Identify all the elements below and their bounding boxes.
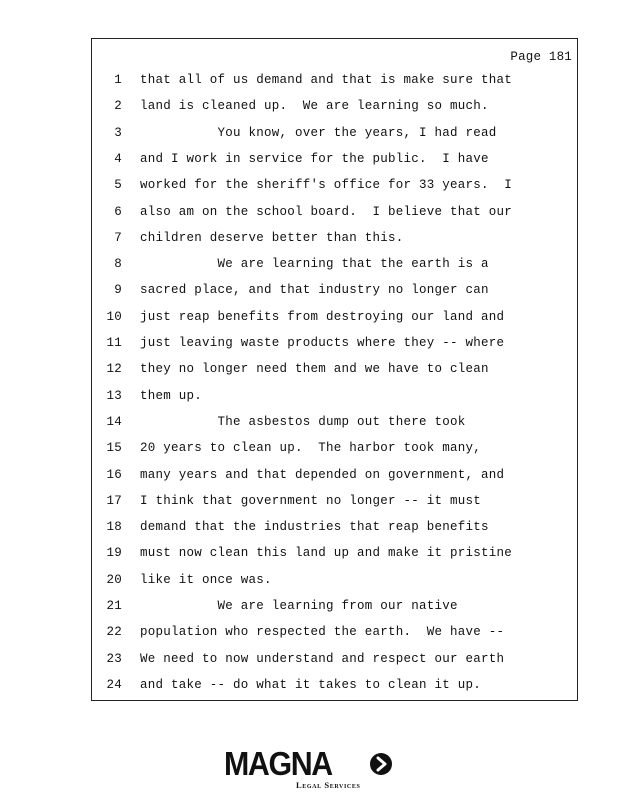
line-number: 10 <box>106 309 122 324</box>
line-text: just leaving waste products where they -- where <box>140 336 505 350</box>
transcript-page <box>91 38 578 701</box>
transcript-line <box>92 126 577 144</box>
line-number: 23 <box>106 651 122 666</box>
line-text: land is cleaned up. We are learning so much. <box>140 99 489 114</box>
transcript-line <box>92 231 577 249</box>
transcript-line <box>92 336 577 354</box>
line-number: 15 <box>106 441 122 456</box>
line-text: demand that the industries that reap benefits <box>140 520 489 535</box>
line-text: The asbestos dump out there took <box>140 414 466 429</box>
magna-logo <box>224 746 404 794</box>
transcript-line <box>92 99 577 117</box>
line-text: sacred place, and that industry no longer can <box>140 283 489 298</box>
line-number: 3 <box>114 125 122 140</box>
line-number: 14 <box>106 414 122 429</box>
line-text: We need to now understand and respect our earth <box>140 651 505 666</box>
transcript-line <box>92 283 577 301</box>
line-number: 2 <box>114 99 122 114</box>
line-text: also am on the school board. I believe that our <box>140 204 513 219</box>
transcript-line <box>92 257 577 275</box>
transcript-line <box>92 520 577 538</box>
line-number: 19 <box>106 546 122 561</box>
transcript-line <box>92 468 577 486</box>
line-number: 6 <box>114 204 122 219</box>
transcript-line <box>92 205 577 223</box>
line-number: 11 <box>106 336 122 350</box>
line-text: them up. <box>140 388 203 403</box>
line-number: 12 <box>106 362 122 377</box>
line-text: that all of us demand and that is make sure that <box>140 73 513 87</box>
line-number: 17 <box>106 493 122 508</box>
logo-subtitle: Legal Services <box>296 780 361 790</box>
transcript-line <box>92 546 577 564</box>
line-number: 13 <box>106 388 122 403</box>
line-text: many years and that depended on government, and <box>140 467 505 482</box>
transcript-line <box>92 178 577 196</box>
transcript-line <box>92 494 577 512</box>
page-number: Page 181 <box>510 50 572 64</box>
transcript-line <box>92 389 577 407</box>
line-text: You know, over the years, I had read <box>140 125 497 140</box>
transcript-line <box>92 415 577 433</box>
line-text: children deserve better than this. <box>140 230 404 245</box>
line-text: worked for the sheriff's office for 33 years. I <box>140 178 513 193</box>
transcript-line <box>92 573 577 591</box>
line-text: like it once was. <box>140 572 272 587</box>
transcript-line <box>92 362 577 380</box>
line-text: just reap benefits from destroying our land and <box>140 309 505 324</box>
line-text: population who respected the earth. We have -- <box>140 625 505 640</box>
line-number: 16 <box>106 467 122 482</box>
line-number: 1 <box>114 73 122 87</box>
line-text: We are learning from our native <box>140 599 458 613</box>
line-text: I think that government no longer -- it must <box>140 493 482 508</box>
line-text: must now clean this land up and make it pristine <box>140 546 513 561</box>
transcript-line <box>92 73 577 91</box>
line-number: 24 <box>106 677 122 692</box>
transcript-line <box>92 152 577 170</box>
line-number: 9 <box>114 283 122 298</box>
line-number: 4 <box>114 151 122 166</box>
transcript-line <box>92 678 577 696</box>
transcript-line <box>92 625 577 643</box>
line-text: and take -- do what it takes to clean it up. <box>140 677 482 692</box>
line-text: 20 years to clean up. The harbor took many, <box>140 441 482 456</box>
transcript-line <box>92 652 577 670</box>
line-number: 20 <box>106 572 122 587</box>
line-text: We are learning that the earth is a <box>140 257 489 272</box>
line-number: 22 <box>106 625 122 640</box>
logo-wordmark: MAGNA <box>224 745 332 782</box>
line-text: they no longer need them and we have to clean <box>140 362 489 377</box>
transcript-line <box>92 441 577 459</box>
line-number: 18 <box>106 520 122 535</box>
transcript-line <box>92 599 577 617</box>
line-text: and I work in service for the public. I have <box>140 151 489 166</box>
line-number: 21 <box>106 599 122 613</box>
line-number: 8 <box>114 257 122 272</box>
line-number: 7 <box>114 230 122 245</box>
line-number: 5 <box>114 178 122 193</box>
chevron-right-circle-icon <box>370 753 392 775</box>
transcript-line <box>92 310 577 328</box>
